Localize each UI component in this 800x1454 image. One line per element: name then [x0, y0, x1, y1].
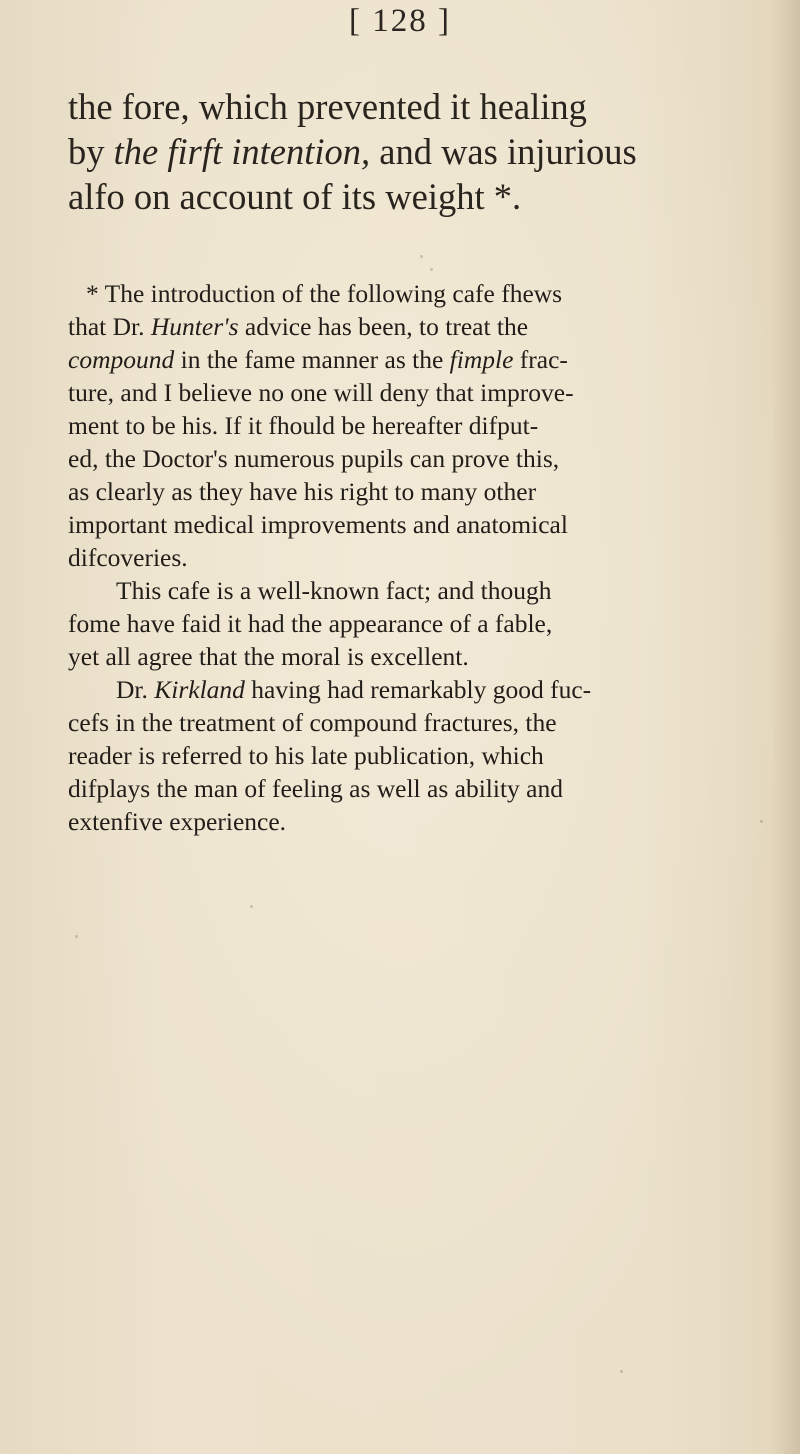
page-edge-shadow — [770, 0, 800, 1454]
footnote-line-3-end: frac- — [513, 345, 568, 374]
footnote-line-8: important medical improvements and anatomical — [68, 510, 568, 539]
footnote-line-5: ment to be his. If it fhould be hereafter difput- — [68, 411, 539, 440]
footnote-line-16: difplays the man of feeling as well as ability and — [68, 774, 563, 803]
page-number: [ 128 ] — [349, 3, 451, 39]
paper-speck — [75, 935, 78, 938]
paper-speck — [760, 820, 763, 823]
main-line-3: alfo on account of its weight *. — [68, 176, 522, 217]
footnote-line-3 — [68, 343, 768, 376]
footnote-line-4: ture, and I believe no one will deny that improve- — [68, 378, 574, 407]
footnote-line-13-end: having had remarkably good fuc- — [244, 675, 592, 704]
paper-speck — [620, 1370, 623, 1373]
footnote-line-14: cefs in the treatment of compound fractures, the — [68, 708, 557, 737]
footnote-line-13 — [68, 673, 768, 706]
main-line-2 — [68, 129, 758, 174]
footnote-line-2-start: that Dr. — [68, 312, 151, 341]
footnote-line-12: yet all agree that the moral is excellent. — [68, 642, 469, 671]
footnote-line-2-italic: Hunter's — [150, 312, 239, 341]
footnote-line-13-start: Dr. — [116, 675, 155, 704]
footnote-line-2-end: advice has been, to treat the — [238, 312, 529, 341]
footnote-line-2 — [68, 310, 768, 343]
main-line-2-italic: the firft intention, — [113, 131, 371, 172]
footnote-line-15: reader is referred to his late publication, which — [68, 741, 544, 770]
paper-speck — [420, 255, 423, 258]
footnote-line-13-italic: Kirkland — [154, 675, 245, 704]
footnote-line-3-italic-b: fimple — [449, 345, 514, 374]
footnote-line-1: * The introduction of the following cafe fhews — [86, 279, 563, 308]
footnote-line-11: fome have faid it had the appearance of a fable, — [68, 609, 553, 638]
footnote-line-3-mid: in the fame manner as the — [174, 345, 450, 374]
main-paragraph — [68, 84, 758, 219]
paper-speck — [430, 268, 433, 271]
main-line-2-end: and was injurious — [370, 131, 637, 172]
main-line-2-start: by — [68, 131, 114, 172]
footnote — [68, 277, 768, 838]
footnote-line-10: This cafe is a well-known fact; and though — [116, 576, 552, 605]
footnote-line-7: as clearly as they have his right to many other — [68, 477, 537, 506]
paper-speck — [250, 905, 253, 908]
footnote-line-3-italic-a: compound — [68, 345, 175, 374]
footnote-line-6: ed, the Doctor's numerous pupils can prove this, — [68, 444, 560, 473]
main-line-1: the fore, which prevented it healing — [68, 86, 587, 127]
footnote-line-17: extenfive experience. — [68, 807, 287, 836]
footnote-line-9: difcoveries. — [68, 543, 188, 572]
